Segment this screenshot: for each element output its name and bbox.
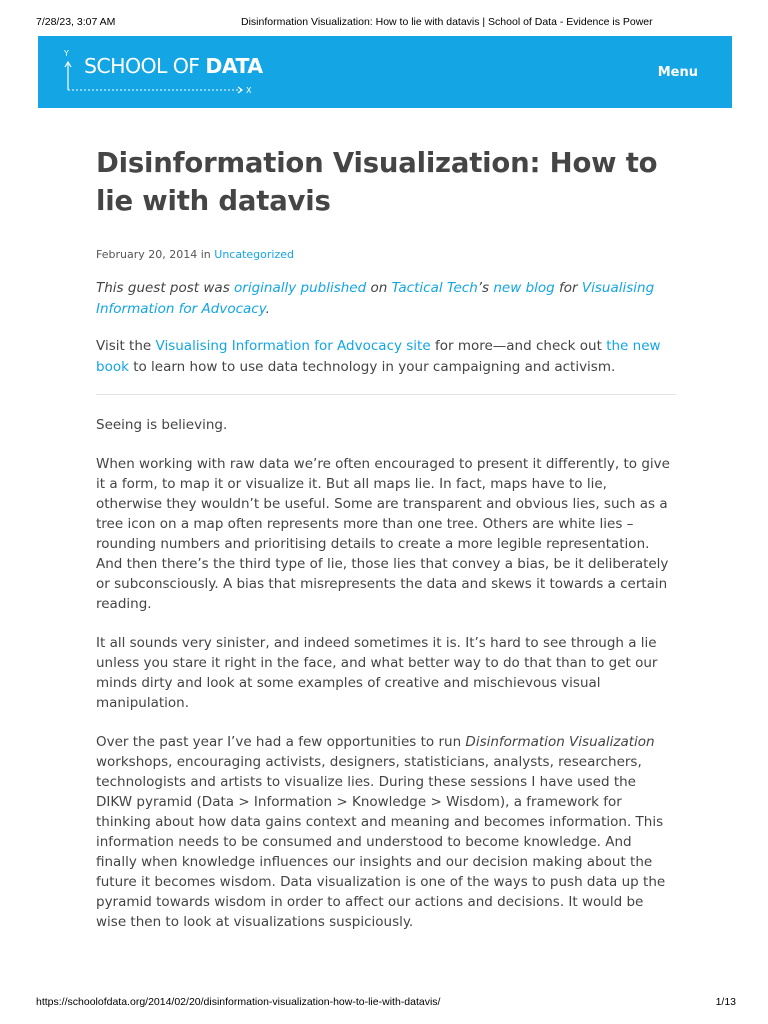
logo-text-light: SCHOOL OF	[84, 54, 206, 78]
menu-button[interactable]: Menu	[657, 65, 698, 80]
print-url: https://schoolofdata.org/2014/02/20/disinformation-visualization-how-to-lie-with-datavis/	[36, 996, 441, 1008]
visit-paragraph	[96, 336, 676, 378]
intro-text: ’s	[477, 280, 494, 296]
site-header	[38, 36, 732, 108]
post-date: February 20, 2014	[96, 248, 198, 261]
logo-axis-x: X	[246, 86, 252, 95]
body-text: workshops, encouraging activists, designers, statisticians, analysts, researchers, technologists and artists to visualize lies. During these sessions I have used the DIKW pyramid (Data > Information > Knowledge > Wisdom), a framework for thinking about how data gains context and meaning and becomes information. This information needs to be consumed and understood to become knowledge. And finally when knowledge influences our insights and our decision making about the future it becomes wisdom. Data visualization is one of the ways to push data up the pyramid towards wisdom in order to affect our actions and decisions. It would be wise then to look at visualizations suspiciously.	[96, 754, 666, 930]
site-logo[interactable]	[60, 46, 263, 98]
tactical-tech-link[interactable]: Tactical Tech	[391, 280, 478, 296]
body-paragraph-2: When working with raw data we’re often encouraged to present it differently, to give it a form, to map it or visualize it. But all maps lie. In fact, maps have to lie, otherwise they wouldn’t be useful. Some are transparent and obvious lies, such as a tree icon on a map often represents more than one tree. Others are white lies – rounding numbers and prioritising details to create a more legible representation. And then there’s the third type of lie, those lies that convey a bias, be it deliberately or subconsciously. A bias that misrepresents the data and skews it towards a certain reading.	[96, 456, 670, 612]
body-text: Over the past year I’ve had a few opportunities to run	[96, 734, 466, 750]
intro-text: on	[366, 280, 392, 296]
body-paragraph-1: Seeing is believing.	[96, 417, 228, 433]
visit-text: to learn how to use data technology in your campaigning and activism.	[128, 359, 616, 375]
originally-published-link[interactable]: originally published	[234, 280, 367, 296]
intro-text: for	[554, 280, 582, 296]
workshop-name: Disinformation Visualization	[465, 734, 655, 750]
print-datetime: 7/28/23, 3:07 AM	[36, 16, 116, 28]
new-book-link[interactable]: the new book	[96, 338, 661, 375]
intro-text: This guest post was	[96, 280, 235, 296]
print-page-title: Disinformation Visualization: How to lie with datavis | School of Data - Evidence is Power	[241, 16, 653, 28]
visualising-information-link[interactable]: Visualising Information for Advocacy	[96, 280, 655, 317]
post-meta	[96, 248, 676, 262]
visit-text: for more—and check out	[430, 338, 607, 354]
category-link[interactable]: Uncategorized	[214, 248, 294, 261]
post-title: Disinformation Visualization: How to lie with datavis	[96, 147, 658, 217]
divider	[96, 394, 676, 395]
body-paragraph-3: It all sounds very sinister, and indeed sometimes it is. It’s hard to see through a lie unless you stare it right in the face, and what better way to do that than to get our minds dirty and look at some examples of creative and mischievous visual manipulation.	[96, 635, 658, 711]
intro-text: .	[265, 301, 270, 317]
print-header	[0, 16, 768, 32]
logo-text-bold: DATA	[205, 54, 263, 78]
logo-axis-y: Y	[64, 49, 69, 58]
new-blog-link[interactable]: new blog	[493, 280, 555, 296]
body-paragraph-4	[96, 732, 676, 932]
print-footer	[0, 996, 768, 1012]
post-meta-in: in	[197, 248, 215, 261]
intro-paragraph	[96, 278, 676, 320]
print-page-number: 1/13	[715, 996, 736, 1008]
logo-text	[84, 54, 263, 78]
visit-text: Visit the	[96, 338, 156, 354]
article	[96, 144, 676, 932]
advocacy-site-link[interactable]: Visualising Information for Advocacy site	[155, 338, 431, 354]
